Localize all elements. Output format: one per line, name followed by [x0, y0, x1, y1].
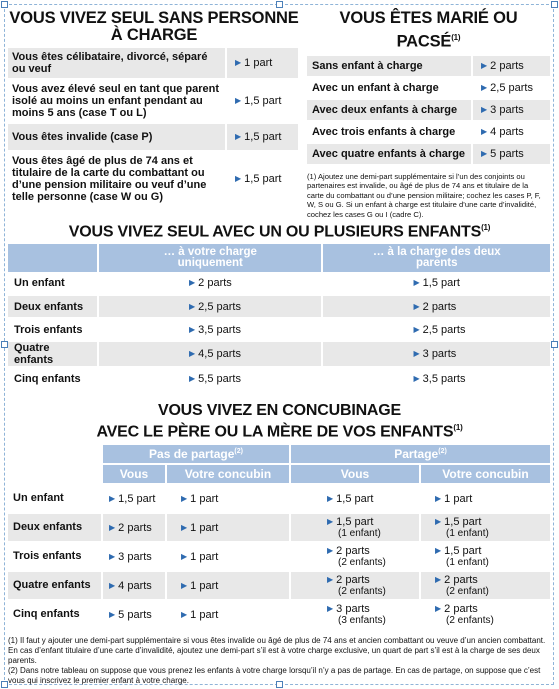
row-value: ▶ 4,5 parts	[98, 341, 322, 367]
arrow-right-icon: ▶	[109, 522, 116, 532]
table-row	[8, 600, 550, 629]
section-title: VOUS VIVEZ SEUL AVEC UN OU PLUSIEURS ENFANTS$^{(1)}$	[68, 223, 491, 241]
table-row	[8, 272, 550, 295]
arrow-right-icon: ▶	[327, 604, 334, 614]
row-value: ▶ 1 part	[166, 571, 290, 600]
arrow-right-icon: ▶	[109, 580, 116, 590]
row-label: Cinq enfants	[8, 600, 102, 629]
row-value: ▶ 2,5 parts	[322, 318, 550, 341]
row-value: ▶ 1 part	[420, 484, 550, 513]
row-value: ▶ 5,5 parts	[98, 367, 322, 390]
table-row	[307, 143, 550, 165]
row-value: ▶ 2 parts (2 enfants)	[290, 542, 420, 571]
arrow-right-icon: ▶	[235, 132, 242, 141]
row-value: ▶ 1 part	[166, 513, 290, 542]
row-value: ▶ 1,5 part	[226, 151, 298, 207]
row-value: ▶ 3,5 parts	[98, 318, 322, 341]
arrow-right-icon: ▶	[481, 126, 488, 136]
table-row	[8, 151, 298, 207]
row-value: ▶ 3 parts	[102, 542, 166, 571]
arrow-right-icon: ▶	[235, 58, 242, 67]
resize-handle-tl[interactable]	[1, 1, 8, 8]
table-row	[8, 513, 550, 542]
arrow-right-icon: ▶	[435, 575, 442, 585]
row-value: ▶ 1 part	[166, 484, 290, 513]
row-label: Vous êtes invalide (case P)	[8, 123, 226, 151]
row-value: ▶ 2 parts (2 enfants)	[420, 600, 550, 629]
row-label: Deux enfants	[8, 295, 98, 318]
footnote-2: (2) Dans notre tableau on suppose que vous prenez les enfants à votre charge lorsqu’il n’y a pas de partage. En cas de partage, on suppose que c’est vous qui inscrivez le premier enfant à votre charge.	[8, 666, 541, 686]
arrow-right-icon: ▶	[327, 517, 334, 527]
row-value: ▶ 3 parts (3 enfants)	[290, 600, 420, 629]
column-header: … à votre charge uniquement	[98, 244, 322, 272]
arrow-right-icon: ▶	[189, 278, 196, 288]
arrow-right-icon: ▶	[413, 278, 420, 288]
resize-handle-bl[interactable]	[1, 681, 8, 688]
row-label: Avec quatre enfants à charge	[307, 143, 472, 165]
arrow-right-icon: ▶	[109, 551, 116, 561]
table-row	[8, 341, 550, 367]
column-header-concubin: Votre concubin	[166, 464, 290, 484]
column-header: … à la charge des deux parents	[322, 244, 550, 272]
row-label: Vous êtes âgé de plus de 74 ans et titulaire de la carte du combattant ou d’une pension militaire ou veuf d’une telle personne (case W ou G)	[8, 151, 226, 207]
row-value: ▶ 2 parts	[472, 56, 550, 77]
group-header-sharing: Partage$^{(2)}$	[290, 445, 550, 464]
header-blank	[8, 445, 102, 484]
row-value: ▶ 1,5 part	[226, 79, 298, 123]
arrow-right-icon: ▶	[181, 493, 188, 503]
table-row	[8, 318, 550, 341]
row-value: ▶ 3 parts	[472, 99, 550, 121]
row-label: Trois enfants	[8, 542, 102, 571]
arrow-right-icon: ▶	[189, 301, 196, 311]
arrow-right-icon: ▶	[109, 609, 116, 619]
single-with-children-table	[8, 244, 550, 391]
single-no-dependents-section	[8, 8, 300, 208]
arrow-right-icon: ▶	[181, 609, 188, 619]
row-value: ▶ 2 parts	[102, 513, 166, 542]
married-table	[307, 56, 550, 166]
section-title: VOUS VIVEZ EN CONCUBINAGE AVEC LE PÈRE OU LA MÈRE DE VOS ENFANTS$^{(1)}$	[96, 402, 463, 441]
row-label: Vous êtes célibataire, divorcé, séparé ou veuf	[8, 48, 226, 79]
arrow-right-icon: ▶	[435, 546, 442, 556]
arrow-right-icon: ▶	[413, 301, 420, 311]
table-row	[8, 295, 550, 318]
table-row	[8, 484, 550, 513]
row-label: Trois enfants	[8, 318, 98, 341]
arrow-right-icon: ▶	[189, 373, 196, 383]
arrow-right-icon: ▶	[327, 493, 334, 503]
row-label: Avec trois enfants à charge	[307, 121, 472, 143]
arrow-right-icon: ▶	[181, 522, 188, 532]
arrow-right-icon: ▶	[481, 104, 488, 114]
single-with-children-section	[8, 219, 551, 391]
cohabitation-table	[8, 445, 550, 630]
row-value: ▶ 1,5 part (1 enfant)	[420, 513, 550, 542]
married-section	[307, 8, 550, 219]
resize-handle-ml[interactable]	[1, 341, 8, 348]
row-value: ▶ 1,5 part	[226, 123, 298, 151]
row-label: Avec deux enfants à charge	[307, 99, 472, 121]
column-header-vous: Vous	[102, 464, 166, 484]
arrow-right-icon: ▶	[235, 96, 242, 105]
table-row	[307, 56, 550, 77]
arrow-right-icon: ▶	[413, 349, 420, 359]
married-note: (1) Ajoutez une demi-part supplémentaire si l’un des conjoints ou partenaires est invalide, ou âgé de plus de 74 ans et titulaire de la carte du combattant ou d’une pension militaire; cochez les cases P, F, W, S ou G. Si un enfant à charge est titulaire d’une carte d’invalidité, cochez les cases G ou I (cadre C).	[307, 171, 541, 219]
row-value: ▶ 1,5 part	[102, 484, 166, 513]
resize-handle-tm[interactable]	[276, 1, 283, 8]
row-value: ▶ 1,5 part (1 enfant)	[420, 542, 550, 571]
row-value: ▶ 1,5 part (1 enfant)	[290, 513, 420, 542]
cohabitation-section	[8, 402, 551, 686]
row-value: ▶ 2,5 parts	[98, 295, 322, 318]
row-value: ▶ 2 parts (2 enfant)	[420, 571, 550, 600]
arrow-right-icon: ▶	[327, 546, 334, 556]
row-label: Cinq enfants	[8, 367, 98, 390]
arrow-right-icon: ▶	[435, 604, 442, 614]
resize-handle-tr[interactable]	[551, 1, 558, 8]
footnotes	[8, 636, 551, 686]
arrow-right-icon: ▶	[109, 493, 116, 503]
row-value: ▶ 2 parts	[98, 272, 322, 295]
row-value: ▶ 4 parts	[472, 121, 550, 143]
row-value: ▶ 2 parts (2 enfants)	[290, 571, 420, 600]
table-row	[307, 121, 550, 143]
row-label: Quatre enfants	[8, 571, 102, 600]
row-value: ▶ 1 part	[226, 48, 298, 79]
arrow-right-icon: ▶	[327, 575, 334, 585]
row-value: ▶ 2 parts	[322, 295, 550, 318]
row-value: ▶ 4 parts	[102, 571, 166, 600]
row-value: ▶ 2,5 parts	[472, 77, 550, 99]
row-value: ▶ 5 parts	[102, 600, 166, 629]
row-value: ▶ 1,5 part	[322, 272, 550, 295]
arrow-right-icon: ▶	[181, 551, 188, 561]
row-value: ▶ 3,5 parts	[322, 367, 550, 390]
arrow-right-icon: ▶	[413, 324, 420, 334]
section-title: VOUS VIVEZ SEUL SANS PERSONNE À CHARGE	[9, 9, 299, 44]
table-row	[8, 123, 298, 151]
section-title: VOUS ÊTES MARIÉ OU PACSÉ$^{(1)}$	[339, 9, 518, 51]
arrow-right-icon: ▶	[435, 493, 442, 503]
row-value: ▶ 1,5 part	[290, 484, 420, 513]
arrow-right-icon: ▶	[189, 349, 196, 359]
arrow-right-icon: ▶	[413, 373, 420, 383]
resize-handle-mr[interactable]	[551, 341, 558, 348]
row-label: Deux enfants	[8, 513, 102, 542]
footnote-1: (1) Il faut y ajouter une demi-part supplémentaire si vous êtes invalide ou âgé de plus de 74 ans et ancien combattant ou veuve d’un ancien combattant. En cas d’enfant titulaire d’une carte d’invalidité, ajoutez une demi-part s’il est à votre charge exclusive, un quart de part s’il est à la charge de ses deux parents.	[8, 636, 546, 666]
column-header-vous: Vous	[290, 464, 420, 484]
arrow-right-icon: ▶	[235, 174, 242, 183]
row-label: Avec un enfant à charge	[307, 77, 472, 99]
table-row	[8, 367, 550, 390]
column-header-concubin: Votre concubin	[420, 464, 550, 484]
row-value: ▶ 5 parts	[472, 143, 550, 165]
row-value: ▶ 3 parts	[322, 341, 550, 367]
arrow-right-icon: ▶	[481, 82, 488, 92]
row-label: Vous avez élevé seul en tant que parent isolé au moins un enfant pendant au moins 5 ans (case T ou L)	[8, 79, 226, 123]
arrow-right-icon: ▶	[481, 60, 488, 70]
table-row	[8, 48, 298, 79]
row-label: Quatre enfants	[8, 341, 98, 367]
table-row	[8, 571, 550, 600]
arrow-right-icon: ▶	[189, 324, 196, 334]
row-label: Un enfant	[8, 272, 98, 295]
single-no-dependents-table	[8, 48, 298, 208]
table-row	[8, 79, 298, 123]
header-blank	[8, 244, 98, 272]
arrow-right-icon: ▶	[435, 517, 442, 527]
table-row	[307, 77, 550, 99]
arrow-right-icon: ▶	[481, 148, 488, 158]
row-value: ▶ 1 part	[166, 600, 290, 629]
group-header-no-sharing: Pas de partage$^{(2)}$	[102, 445, 290, 464]
arrow-right-icon: ▶	[181, 580, 188, 590]
table-row	[8, 542, 550, 571]
row-label: Un enfant	[8, 484, 102, 513]
table-row	[307, 99, 550, 121]
row-label: Sans enfant à charge	[307, 56, 472, 77]
row-value: ▶ 1 part	[166, 542, 290, 571]
